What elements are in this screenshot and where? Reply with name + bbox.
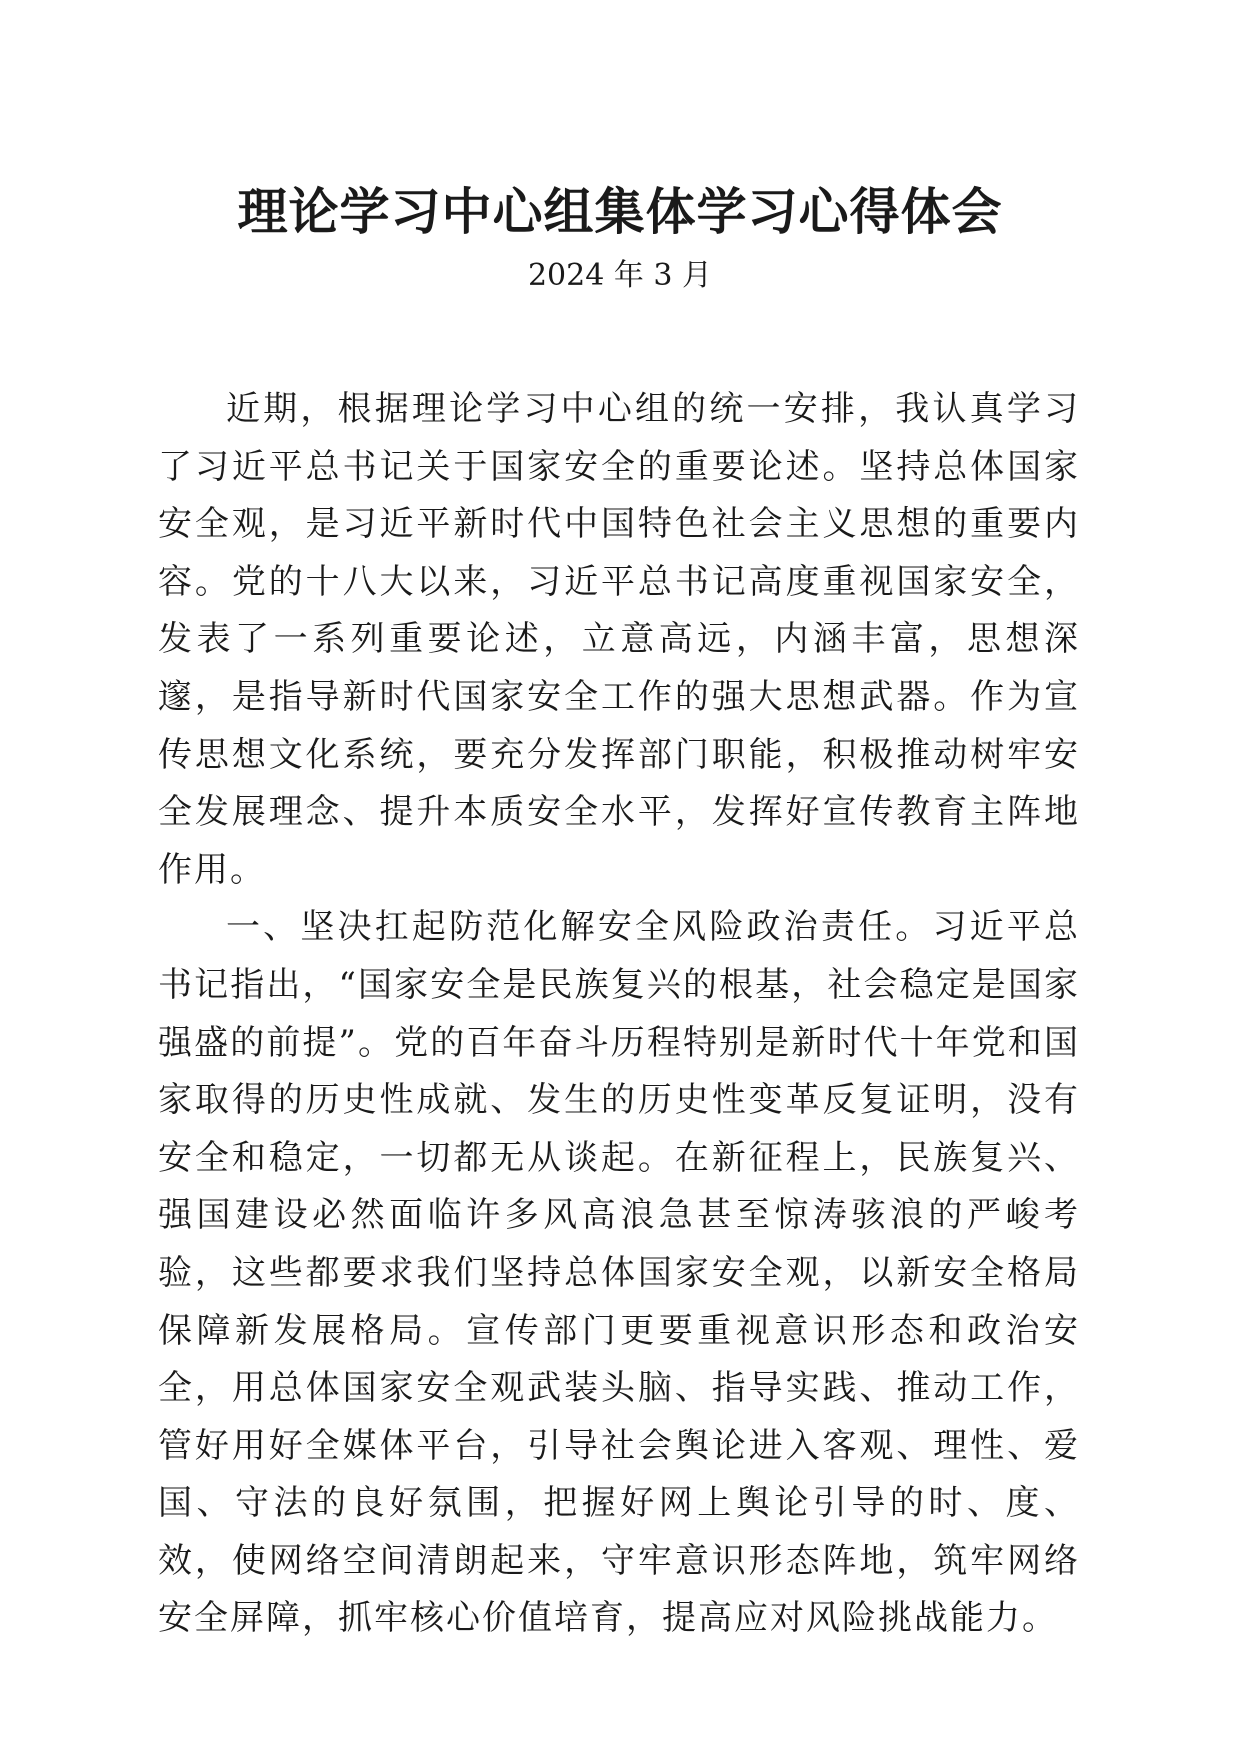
paragraph-text: 习近平总书记指出，“国家安全是民族复兴的根基，社会稳定是国家强盛的前提”。党的百年奋斗历程特别是新时代十年党和国家取得的历史性成就、发生的历史性变革反复证明，没有安全和稳定，一切都无从谈起。在新征程上，民族复兴、强国建设必然面临许多风高浪急甚至惊涛骇浪的严峻考验，这些都要求我们坚持总体国家安全观，以新安全格局保障新发展格局。宣传部门更要重视意识形态和政治安全，用总体国家安全观武装头脑、指导实践、推动工作，管好用好全媒体平台，引导社会舆论进入客观、理性、爱国、守法的良好氛围，把握好网上舆论引导的时、度、效，使网络空间清朗起来，守牢意识形态阵地，筑牢网络安全屏障，抓牢核心价值培育，提高应对风险挑战能力。 — [158, 907, 1080, 1639]
body-paragraph — [158, 381, 1080, 899]
document-date: 2024 年 3 月 — [527, 258, 713, 293]
page-title: 理论学习中心组集体学习心得体会 — [237, 182, 1003, 241]
body-paragraph — [158, 899, 1080, 1648]
paragraph-text: 近期，根据理论学习中心组的统一安排，我认真学习了习近平总书记关于国家安全的重要论述。坚持总体国家安全观，是习近平新时代中国特色社会主义思想的重要内容。党的十八大以来，习近平总书记高度重视国家安全，发表了一系列重要论述，立意高远，内涵丰富，思想深邃，是指导新时代国家安全工作的强大思想武器。作为宣传思想文化系统，要充分发挥部门职能，积极推动树牢安全发展理念、提升本质安全水平，发挥好宣传教育主阵地作用。 — [158, 389, 1080, 890]
document-body — [158, 381, 1080, 1648]
section-heading: 一、坚决扛起防范化解安全风险政治责任。 — [226, 907, 933, 948]
